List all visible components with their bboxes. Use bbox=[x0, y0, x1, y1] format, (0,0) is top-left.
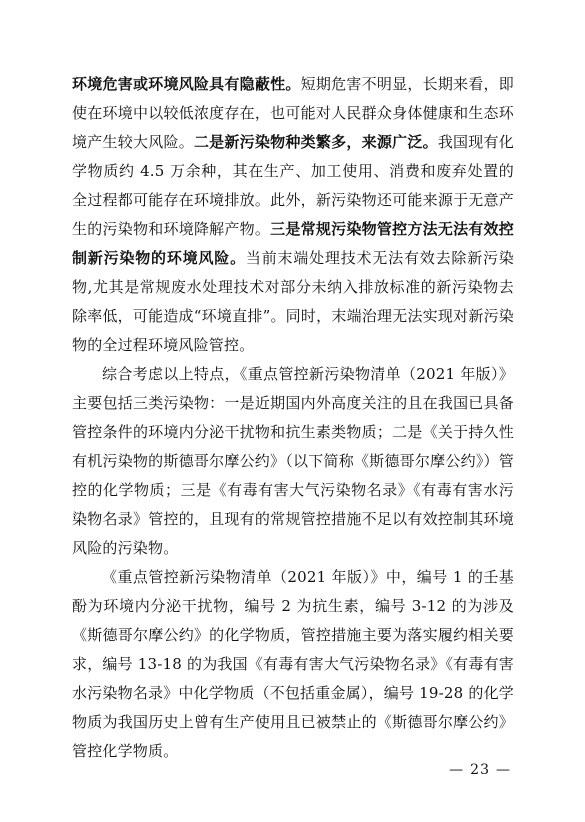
page-footer bbox=[449, 762, 511, 778]
bold-phrase-hidden-risk: 环境危害或环境风险具有隐蔽性。 bbox=[72, 75, 301, 93]
text-hidden-risk: 短期危害不明显，长期来看，即使在环境中以较低浓度存在，也可能对人民群众身体健康和生态环境产生较大风险。 bbox=[72, 75, 514, 151]
page-number: 23 bbox=[470, 762, 490, 778]
paragraph-continued bbox=[72, 70, 514, 360]
body-text bbox=[72, 70, 514, 766]
text-variety: 我国现有化学物质约 4.5 万余种，其在生产、加工使用、消费和废弃处置的全过程都可能存在环境排放。此外，新污染物还可能来源于无意产生的污染物和环境降解产物。 bbox=[72, 133, 514, 238]
paragraph-list-detail: 《重点管控新污染物清单（2021 年版）》中，编号 1 的壬基酚为环境内分泌干扰物，编号 2 为抗生素，编号 3-12 的为涉及《斯德哥尔摩公约》的化学物质，管控措施主要为落实履约相关要求，编号 13-18 的为我国《有毒有害大气污染物名录》《有毒有害水污染物名录》中化学物质（不包括重金属），编号 19-28 的化学物质为我国历史上曾有生产使用且已被禁止的《斯德哥尔摩公约》管控化学物质。 bbox=[72, 568, 514, 760]
text-control-methods: 当前末端处理技术无法有效去除新污染物,尤其是常规废水处理技术对部分未纳入排放标准的新污染物去除率低，可能造成“环境直排”。同时，末端治理无法实现对新污染物的全过程环境风险管控。 bbox=[72, 249, 515, 354]
footer-dash-left: — bbox=[449, 762, 465, 778]
footer-dash-right: — bbox=[496, 762, 511, 778]
bold-phrase-variety: 二是新污染物种类繁多，来源广泛。 bbox=[193, 133, 438, 151]
paragraph-summary: 综合考虑以上特点，《重点管控新污染物清单（2021 年版）》主要包括三类污染物：一是近期国内外高度关注的且在我国已具备管控条件的环境内分泌干扰物和抗生素类物质；二是《关于持久性有机污染物的斯德哥尔摩公约》（以下简称《斯德哥尔摩公约》）管控的化学物质；三是《有毒有害大气污染物名录》《有毒有害水污染物名录》管控的，且现有的常规管控措施不足以有效控制其环境风险的污染物。 bbox=[72, 365, 514, 557]
bold-phrase-control-methods: 三是常规污染物管控方法无法有效控制新污染物的环境风险。 bbox=[72, 220, 514, 267]
